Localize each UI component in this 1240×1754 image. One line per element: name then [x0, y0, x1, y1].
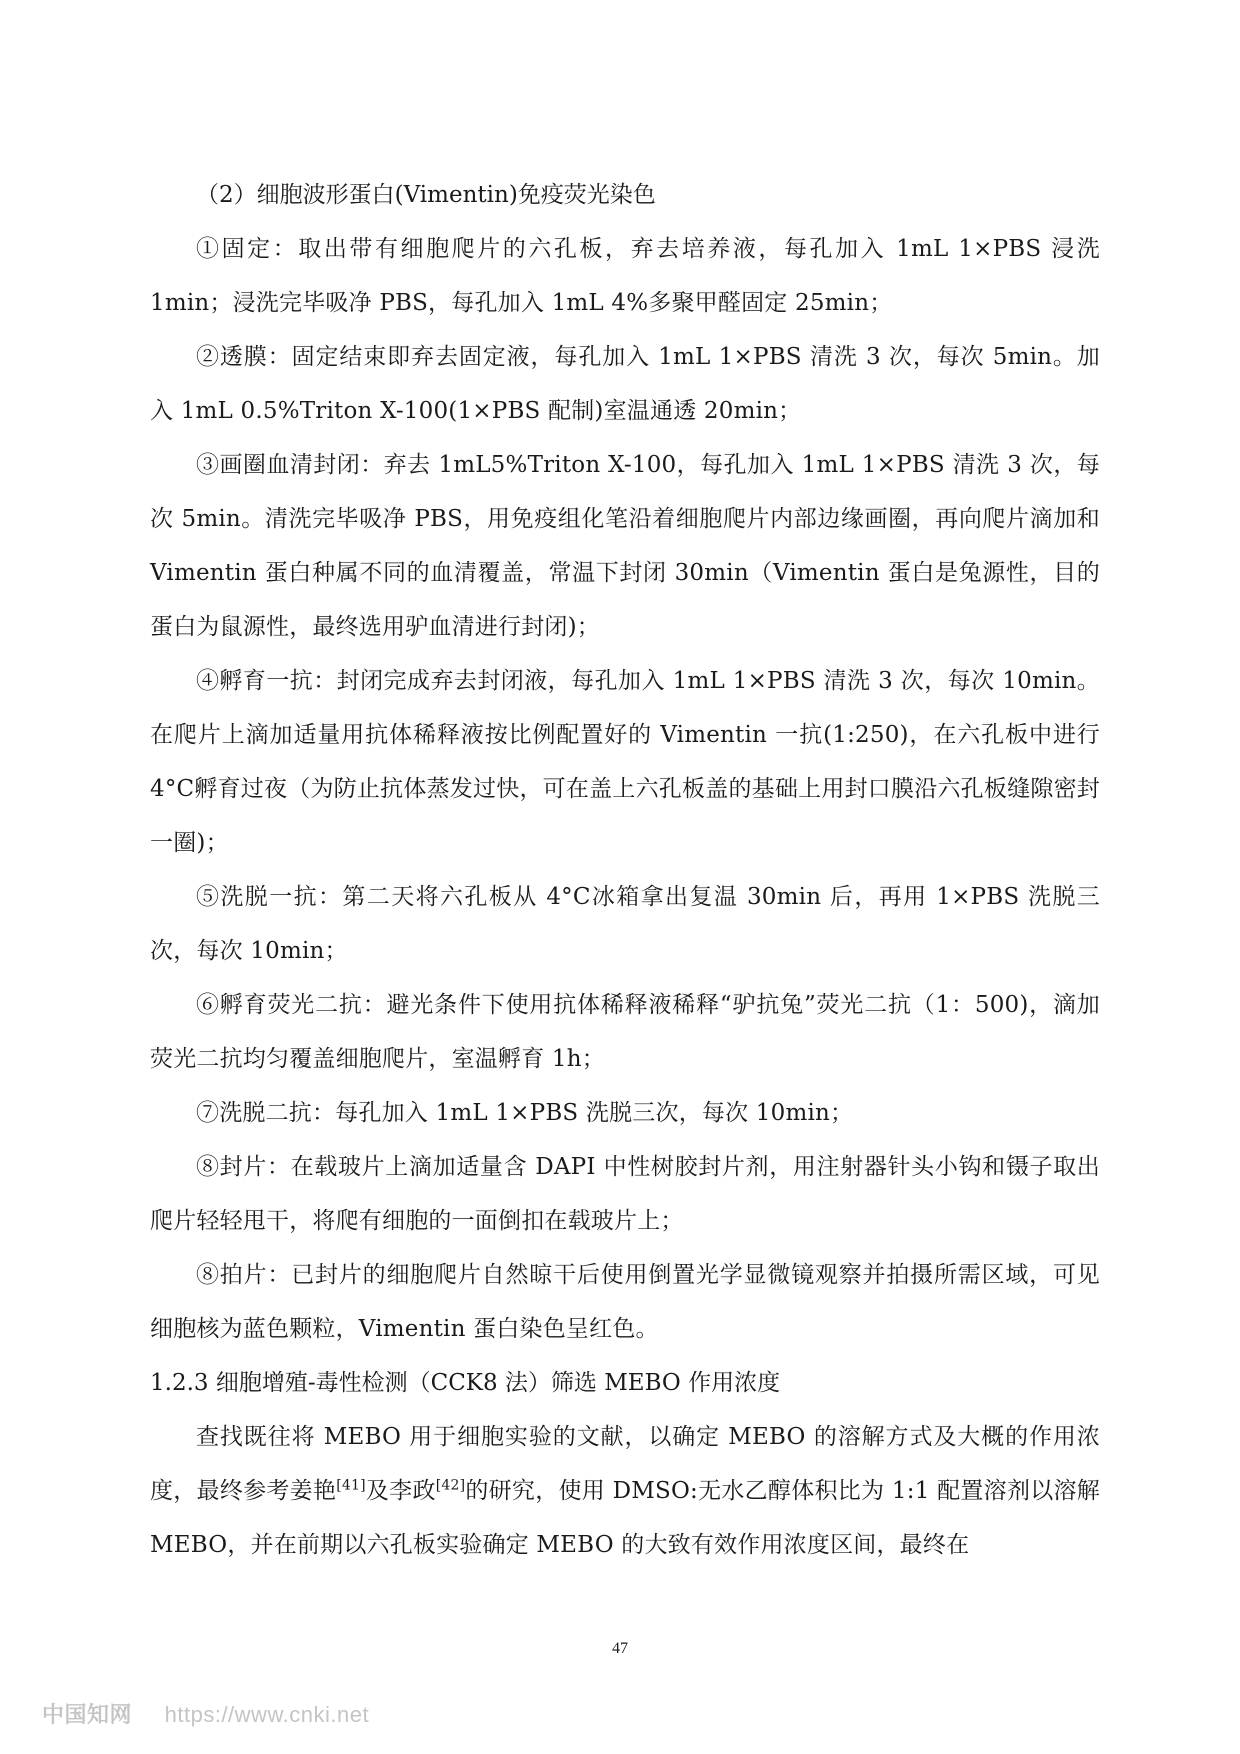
final-paragraph [150, 1410, 1100, 1572]
page-body [150, 168, 1100, 1572]
step-primary-antibody: ④孵育一抗：封闭完成弃去封闭液，每孔加入 1mL 1×PBS 清洗 3 次，每次 10min。在爬片上滴加适量用抗体稀释液按比例配置好的 Vimentin 一抗(1:250)，在六孔板中进行 4°C孵育过夜（为防止抗体蒸发过快，可在盖上六孔板盖的基础上用封口膜沿六孔板缝隙密封一圈)； [150, 668, 1100, 856]
step-permeabilization: ②透膜：固定结束即弃去固定液，每孔加入 1mL 1×PBS 清洗 3 次，每次 5min。加入 1mL 0.5%Triton X-100(1×PBS 配制)室温通透 20min； [150, 344, 1100, 424]
step-imaging: ⑧拍片：已封片的细胞爬片自然晾干后使用倒置光学显微镜观察并拍摄所需区域，可见细胞核为蓝色颗粒，Vimentin 蛋白染色呈红色。 [150, 1262, 1100, 1342]
section-title: （2）细胞波形蛋白(Vimentin)免疫荧光染色 [196, 182, 656, 208]
step-secondary-antibody: ⑥孵育荧光二抗：避光条件下使用抗体稀释液稀释“驴抗兔”荧光二抗（1：500)，滴加荧光二抗均匀覆盖细胞爬片，室温孵育 1h； [150, 992, 1100, 1072]
subsection-title: 1.2.3 细胞增殖-毒性检测（CCK8 法）筛选 MEBO 作用浓度 [150, 1370, 781, 1396]
step-serum-blocking: ③画圈血清封闭：弃去 1mL5%Triton X-100，每孔加入 1mL 1×PBS 清洗 3 次，每次 5min。清洗完毕吸净 PBS，用免疫组化笔沿着细胞爬片内部边缘画圈，再向爬片滴加和 Vimentin 蛋白种属不同的血清覆盖，常温下封闭 30min（Vimentin 蛋白是兔源性，目的蛋白为鼠源性，最终选用驴血清进行封闭)； [150, 452, 1100, 640]
citation-42: [42] [435, 1477, 466, 1494]
watermark-brand: 中国知网 [42, 1702, 133, 1727]
final-paragraph-part2: 及李政 [365, 1478, 436, 1504]
final-paragraph-part1: 查找既往将 MEBO 用于细胞实验的文献，以确定 MEBO 的溶解方式及大概的作用浓度，最终参考姜艳 [150, 1424, 1100, 1504]
step-fixation: ①固定：取出带有细胞爬片的六孔板，弃去培养液，每孔加入 1mL 1×PBS 浸洗 1min；浸洗完毕吸净 PBS，每孔加入 1mL 4%多聚甲醛固定 25min； [150, 236, 1100, 316]
step-wash-primary: ⑤洗脱一抗：第二天将六孔板从 4°C冰箱拿出复温 30min 后，再用 1×PBS 洗脱三次，每次 10min； [150, 884, 1100, 964]
step-mounting: ⑧封片：在载玻片上滴加适量含 DAPI 中性树胶封片剂，用注射器针头小钩和镊子取出爬片轻轻甩干，将爬有细胞的一面倒扣在载玻片上； [150, 1154, 1100, 1234]
page-number: 47 [612, 1640, 628, 1657]
step-wash-secondary: ⑦洗脱二抗：每孔加入 1mL 1×PBS 洗脱三次，每次 10min； [196, 1100, 854, 1126]
cnki-watermark [42, 1698, 369, 1729]
watermark-url: https://www.cnki.net [164, 1702, 370, 1727]
citation-41: [41] [336, 1477, 366, 1494]
final-paragraph-part3: 的研究，使用 DMSO:无水乙醇体积比为 1:1 配置溶剂以溶解 MEBO，并在前期以六孔板实验确定 MEBO 的大致有效作用浓度区间，最终在 [150, 1478, 1100, 1558]
